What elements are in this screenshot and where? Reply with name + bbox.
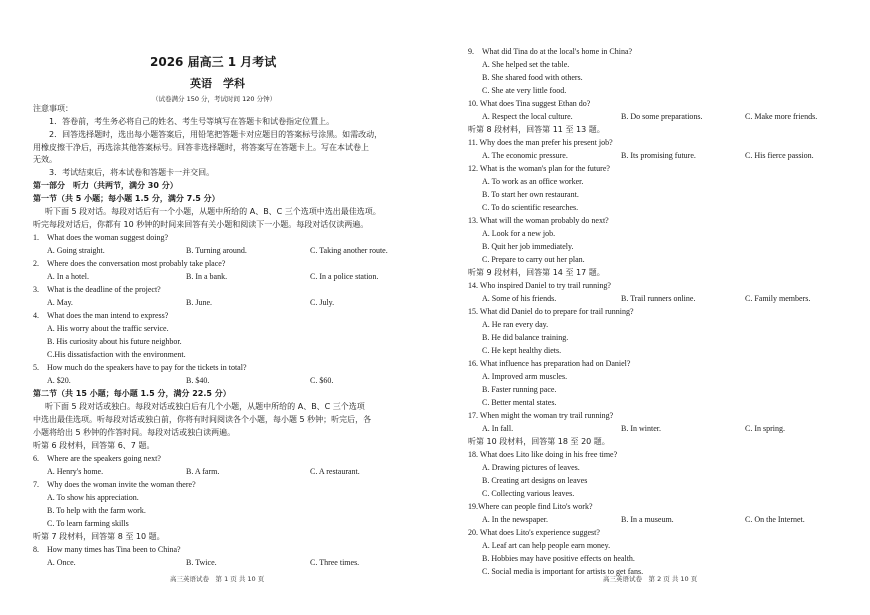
question-text: 19.Where can people find Lito's work?: [468, 502, 593, 511]
exam-meta: （试卷满分 150 分，考试时间 120 分钟）: [152, 95, 277, 103]
question-text: 18. What does Lito like doing in his free time?: [468, 450, 618, 459]
option-b: B. His curiosity about his future neighbor.: [47, 337, 182, 346]
option-c: C. Social media is important for artists to get fans.: [482, 567, 644, 576]
question-text: 20. What does Lito's experience suggest?: [468, 528, 600, 537]
question-text: 15. What did Daniel do to prepare for trail running?: [468, 307, 634, 316]
group-heading: 听第 9 段材料，回答第 14 至 17 题。: [468, 268, 605, 277]
option-b: B. He did balance training.: [482, 333, 569, 342]
option-b: B. Turning around.: [186, 246, 247, 255]
exam-subject: 英语 学科: [190, 77, 245, 90]
option-c: C. Collecting various leaves.: [482, 489, 575, 498]
option-b: B. Quit her job immediately.: [482, 242, 574, 251]
option-a: A. Look for a new job.: [482, 229, 556, 238]
option-b: B. Trail runners online.: [621, 294, 696, 303]
notice-line: 无效。: [33, 155, 57, 164]
question-text: 14. Who inspired Daniel to try trail running?: [468, 281, 611, 290]
question-text: 8. How many times has Tina been to China?: [33, 545, 181, 554]
option-a: A. The economic pressure.: [482, 151, 568, 160]
option-a: A. Respect the local culture.: [482, 112, 573, 121]
option-a: A. She helped set the table.: [482, 60, 570, 69]
option-b: B. Hobbies may have positive effects on health.: [482, 554, 635, 563]
group-heading: 听第 10 段材料，回答第 18 至 20 题。: [468, 437, 610, 446]
option-b: B. She shared food with others.: [482, 73, 583, 82]
option-b: B. Do some preparations.: [621, 112, 703, 121]
option-a: A. He ran every day.: [482, 320, 549, 329]
option-a: A. Some of his friends.: [482, 294, 557, 303]
option-b: B. June.: [186, 298, 212, 307]
question-text: 17. When might the woman try trail running?: [468, 411, 614, 420]
option-a: A. In the newspaper.: [482, 515, 548, 524]
option-c: C. To learn farming skills: [47, 519, 129, 528]
option-c: C. A restaurant.: [310, 467, 360, 476]
group-heading: 听第 8 段材料，回答第 11 至 13 题。: [468, 125, 605, 134]
option-a: A. May.: [47, 298, 73, 307]
option-b: B. To help with the farm work.: [47, 506, 146, 515]
option-a: A. $20.: [47, 376, 71, 385]
notice-line: 用橡皮擦干净后，再选涂其他答案标号。回答非选择题时，将答案写在答题卡上。写在本试卷上: [33, 143, 369, 152]
option-b: B. $40.: [186, 376, 210, 385]
option-c: C. His fierce passion.: [745, 151, 814, 160]
notice-line: 3．考试结束后，将本试卷和答题卡一并交回。: [49, 168, 215, 177]
option-c: C. Family members.: [745, 294, 811, 303]
section-heading: 第一节（共 5 小题；每小题 1.5 分，满分 7.5 分）: [33, 194, 220, 203]
option-a: A. To work as an office worker.: [482, 177, 584, 186]
question-text: 11. Why does the man prefer his present job?: [468, 138, 613, 147]
option-b: B. To start her own restaurant.: [482, 190, 579, 199]
notice-heading: 注意事项：: [33, 104, 73, 113]
option-a: A. In a hotel.: [47, 272, 89, 281]
option-b: B. Twice.: [186, 558, 217, 567]
question-text: 10. What does Tina suggest Ethan do?: [468, 99, 591, 108]
option-a: A. Leaf art can help people earn money.: [482, 541, 611, 550]
section-instruction: 听下面 5 段对话或独白。每段对话或独白后有几个小题，从题中所给的 A、B、C 三个选项: [45, 402, 365, 411]
page-footer: 高三英语试卷 第 2 页 共 10 页: [603, 575, 698, 583]
option-c: C.His dissatisfaction with the environment.: [47, 350, 186, 359]
question-text: 13. What will the woman probably do next?: [468, 216, 609, 225]
question-text: 1. What does the woman suggest doing?: [33, 233, 169, 242]
option-c: C. To do scientific researches.: [482, 203, 579, 212]
option-c: C. Taking another route.: [310, 246, 388, 255]
option-c: C. $60.: [310, 376, 334, 385]
option-c: C. Prepare to carry out her plan.: [482, 255, 585, 264]
option-a: A. Once.: [47, 558, 76, 567]
exam-page-1: [0, 0, 430, 615]
notice-line: 2．回答选择题时，选出每小题答案后，用铅笔把答题卡对应题目的答案标号涂黑。如需改动，: [49, 130, 383, 139]
section-heading: 第二节（共 15 小题；每小题 1.5 分，满分 22.5 分）: [33, 389, 231, 398]
option-c: C. Better mental states.: [482, 398, 557, 407]
question-text: 7. Why does the woman invite the woman there?: [33, 480, 196, 489]
option-a: A. To show his appreciation.: [47, 493, 139, 502]
option-c: C. She ate very little food.: [482, 86, 567, 95]
section-instruction: 听下面 5 段对话。每段对话后有一个小题，从题中所给的 A、B、C 三个选项中选出最佳选项。: [45, 207, 381, 216]
option-a: A. In fall.: [482, 424, 514, 433]
option-b: B. In a museum.: [621, 515, 674, 524]
option-c: C. Make more friends.: [745, 112, 818, 121]
exam-page-2: [435, 0, 870, 615]
section-instruction: 小题将给出 5 秒钟的作答时间。每段对话或独白读两遍。: [33, 428, 236, 437]
question-text: 3. What is the deadline of the project?: [33, 285, 161, 294]
question-text: 5. How much do the speakers have to pay for the tickets in total?: [33, 363, 247, 372]
page-footer: 高三英语试卷 第 1 页 共 10 页: [170, 575, 265, 583]
option-b: B. Its promising future.: [621, 151, 696, 160]
part-heading: 第一部分 听力（共两节，满分 30 分）: [33, 181, 178, 190]
option-b: B. Faster running pace.: [482, 385, 557, 394]
option-a: A. Going straight.: [47, 246, 105, 255]
question-text: 16. What influence has preparation had on Daniel?: [468, 359, 631, 368]
option-a: A. His worry about the traffic service.: [47, 324, 169, 333]
option-c: C. On the Internet.: [745, 515, 805, 524]
section-instruction: 中选出最佳选项。听每段对话或独白前，你将有时间阅读各个小题，每小题 5 秒钟；听完后，各: [33, 415, 372, 424]
question-text: 12. What is the woman's plan for the future?: [468, 164, 610, 173]
option-c: C. He kept healthy diets.: [482, 346, 562, 355]
question-text: 6. Where are the speakers going next?: [33, 454, 161, 463]
option-b: B. In winter.: [621, 424, 661, 433]
question-text: 2. Where does the conversation most probably take place?: [33, 259, 226, 268]
question-text: 4. What does the man intend to express?: [33, 311, 169, 320]
option-a: A. Drawing pictures of leaves.: [482, 463, 580, 472]
option-b: B. A farm.: [186, 467, 220, 476]
option-a: A. Henry's home.: [47, 467, 104, 476]
option-c: C. In spring.: [745, 424, 785, 433]
notice-line: 1．答卷前，考生务必将自己的姓名、考生号等填写在答题卡和试卷指定位置上。: [49, 117, 335, 126]
group-heading: 听第 6 段材料，回答第 6、7 题。: [33, 441, 155, 450]
question-text: 9. What did Tina do at the local's home in China?: [468, 47, 633, 56]
option-c: C. Three times.: [310, 558, 360, 567]
option-b: B. Creating art designs on leaves: [482, 476, 588, 485]
option-c: C. July.: [310, 298, 335, 307]
option-a: A. Improved arm muscles.: [482, 372, 568, 381]
exam-title: 2026 届高三 1 月考试: [150, 55, 277, 69]
option-c: C. In a police station.: [310, 272, 379, 281]
section-instruction: 听完每段对话后，你都有 10 秒钟的时间来回答有关小题和阅读下一小题。每段对话仅读两遍。: [33, 220, 369, 229]
group-heading: 听第 7 段材料，回答第 8 至 10 题。: [33, 532, 165, 541]
option-b: B. In a bank.: [186, 272, 228, 281]
